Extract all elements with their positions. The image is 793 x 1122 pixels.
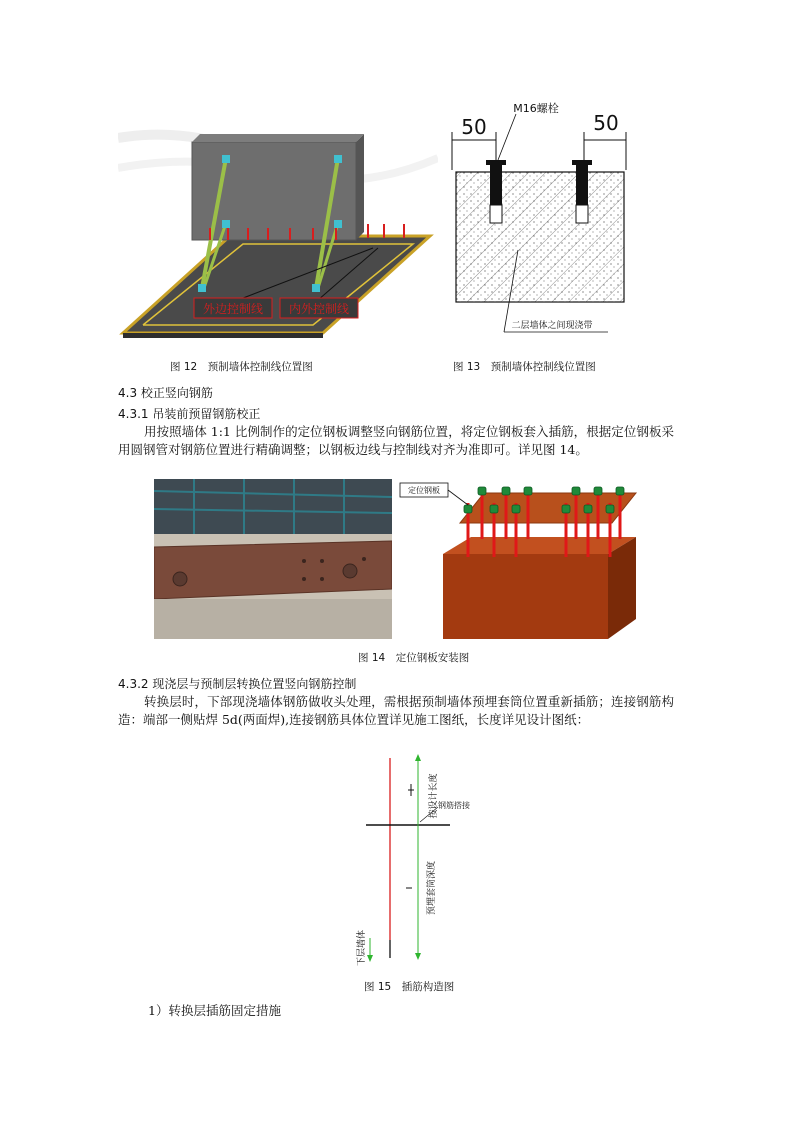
fig13-dim-right: 50 <box>593 111 619 135</box>
fig13-dim-left: 50 <box>461 115 487 139</box>
fig13-bolt-label: M16螺栓 <box>513 102 559 115</box>
section-4-3-2-body: 转换层时，下部现浇墙体钢筋做收头处理，需根据预制墙体预埋套筒位置重新插筋；连接钢筋构造：端部一侧贴焊 5d(两面焊),连接钢筋具体位置详见施工图纸，长度详见设计图纸： <box>118 694 674 727</box>
section-4-3-1-title: 4.3.1 吊装前预留钢筋校正 <box>118 407 261 421</box>
wall-block <box>443 554 608 639</box>
fig15-label-lower-wall: 下层墙体 <box>357 929 367 967</box>
steel-plate-photo <box>154 479 392 639</box>
plate-model <box>398 479 642 641</box>
fig15-label-weld: 钢筋搭接 <box>438 801 470 810</box>
figure-12-caption: 图 12 预制墙体控制线位置图 <box>170 361 313 373</box>
section-4-3-title: 4.3 校正竖向钢筋 <box>118 386 213 400</box>
rebar-detail-drawing <box>340 752 490 970</box>
figure-14-photo <box>154 479 392 639</box>
figure-13 <box>448 100 632 340</box>
figure-12 <box>118 128 438 340</box>
fig12-label-inner: 内外控制线 <box>288 302 350 316</box>
section-4-3-2-title: 4.3.2 现浇层与预制层转换位置竖向钢筋控制 <box>118 677 357 691</box>
figure-13-drawing <box>448 100 632 340</box>
figure-14-model <box>398 479 642 641</box>
figure-12-illustration <box>118 128 438 340</box>
section-4-3-1-body: 用按照墙体 1:1 比例制作的定位钢板调整竖向钢筋位置，将定位钢板套入插筋，根据定位钢板采用圆钢管对钢筋位置进行精确调整；以钢板边线与控制线对齐为准即可。详见图 14。 <box>118 424 674 457</box>
figure-15 <box>340 752 490 970</box>
fig12-label-outer: 外边控制线 <box>202 302 264 316</box>
figure-15-caption: 图 15 插筋构造图 <box>364 981 455 993</box>
list-item-1: 1）转换层插筋固定措施 <box>148 1003 281 1018</box>
fig15-label-sleeve: 预埋套筒深度 <box>427 860 437 916</box>
figure-13-caption: 图 13 预制墙体控制线位置图 <box>453 361 596 373</box>
fig15-label-top: 按设计长度 <box>429 773 439 819</box>
fig14-plate-label: 定位钢板 <box>408 486 440 495</box>
fig13-bottom-label: 二层墙体之间现浇带 <box>511 321 593 331</box>
floor-slab <box>123 236 430 333</box>
figure-14-caption: 图 14 定位钢板安装图 <box>358 652 470 664</box>
